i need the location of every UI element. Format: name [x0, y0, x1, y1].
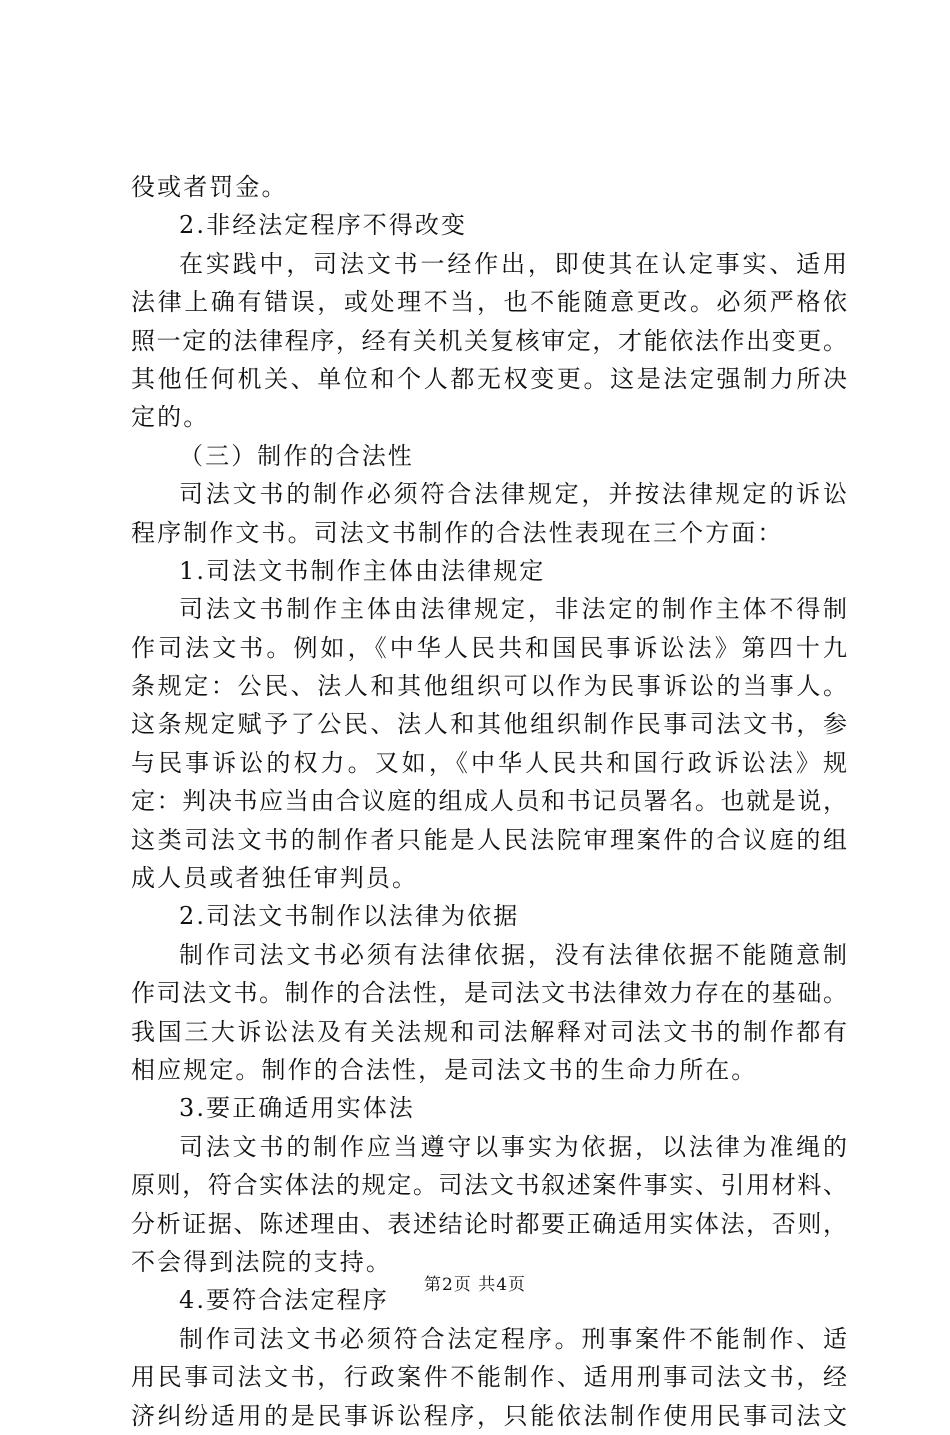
text-line: 2.司法文书制作以法律为依据: [179, 902, 520, 931]
text-line: 制作司法文书必须有法律依据，没有法律依据不能随意制: [179, 940, 847, 969]
text-line: 司法文书的制作应当遵守以事实为依据，以法律为准绳的: [179, 1132, 847, 1161]
text-line: 役或者罚金。: [131, 173, 288, 201]
text-line: 用民事司法文书，行政案件不能制作、适用刑事司法文书，经: [131, 1363, 847, 1392]
text-line: 这条规定赋予了公民、法人和其他组织制作民事司法文书，参: [131, 710, 847, 739]
text-line: 司法文书的制作必须符合法律规定，并按法律规定的诉讼: [179, 480, 847, 509]
text-line: 相应规定。制作的合法性，是司法文书的生命力所在。: [131, 1055, 758, 1084]
text-line: 我国三大诉讼法及有关法规和司法解释对司法文书的制作都有: [131, 1017, 847, 1046]
text-line: 作司法文书。例如，《中华人民共和国民事诉讼法》第四十九: [131, 633, 847, 662]
text-line: 制作司法文书必须符合法定程序。刑事案件不能制作、适: [179, 1324, 847, 1353]
text-line: 1.司法文书制作主体由法律规定: [179, 556, 546, 585]
text-line: 这类司法文书的制作者只能是人民法院审理案件的合议庭的组: [131, 825, 847, 854]
text-line: 在实践中，司法文书一经作出，即使其在认定事实、适用: [179, 249, 847, 278]
text-line: 条规定：公民、法人和其他组织可以作为民事诉讼的当事人。: [131, 672, 847, 701]
text-line: 定的。: [131, 403, 210, 432]
text-line: 2.非经法定程序不得改变: [179, 211, 468, 240]
text-line: 原则，符合实体法的规定。司法文书叙述案件事实、引用材料、: [131, 1171, 847, 1200]
text-line: （三）制作的合法性: [179, 441, 414, 470]
text-line: 照一定的法律程序，经有关机关复核审定，才能依法作出变更。: [131, 326, 847, 355]
text-line: 不会得到法院的支持。: [131, 1247, 392, 1276]
document-body: [131, 168, 847, 1435]
text-line: 济纠纷适用的是民事诉讼程序，只能依法制作使用民事司法文: [131, 1401, 847, 1430]
text-line: 3.要正确适用实体法: [179, 1094, 415, 1123]
text-line: 作司法文书。制作的合法性，是司法文书法律效力存在的基础。: [131, 979, 847, 1008]
text-line: 程序制作文书。司法文书制作的合法性表现在三个方面：: [131, 518, 784, 547]
text-line: 分析证据、陈述理由、表述结论时都要正确适用实体法，否则，: [131, 1209, 847, 1238]
text-line: 与民事诉讼的权力。又如，《中华人民共和国行政诉讼法》规: [131, 748, 847, 777]
page-footer: 第2页 共4页: [423, 1275, 527, 1295]
text-line: 其他任何机关、单位和个人都无权变更。这是法定强制力所决: [131, 364, 847, 393]
text-line: 法律上确有错误，或处理不当，也不能随意更改。必须严格依: [131, 288, 847, 317]
text-line: 成人员或者独任审判员。: [131, 864, 419, 893]
text-line: 司法文书制作主体由法律规定，非法定的制作主体不得制: [179, 595, 847, 624]
text-line: 4.要符合法定程序: [179, 1286, 389, 1315]
text-line: 定：判决书应当由合议庭的组成人员和书记员署名。也就是说，: [131, 787, 847, 816]
